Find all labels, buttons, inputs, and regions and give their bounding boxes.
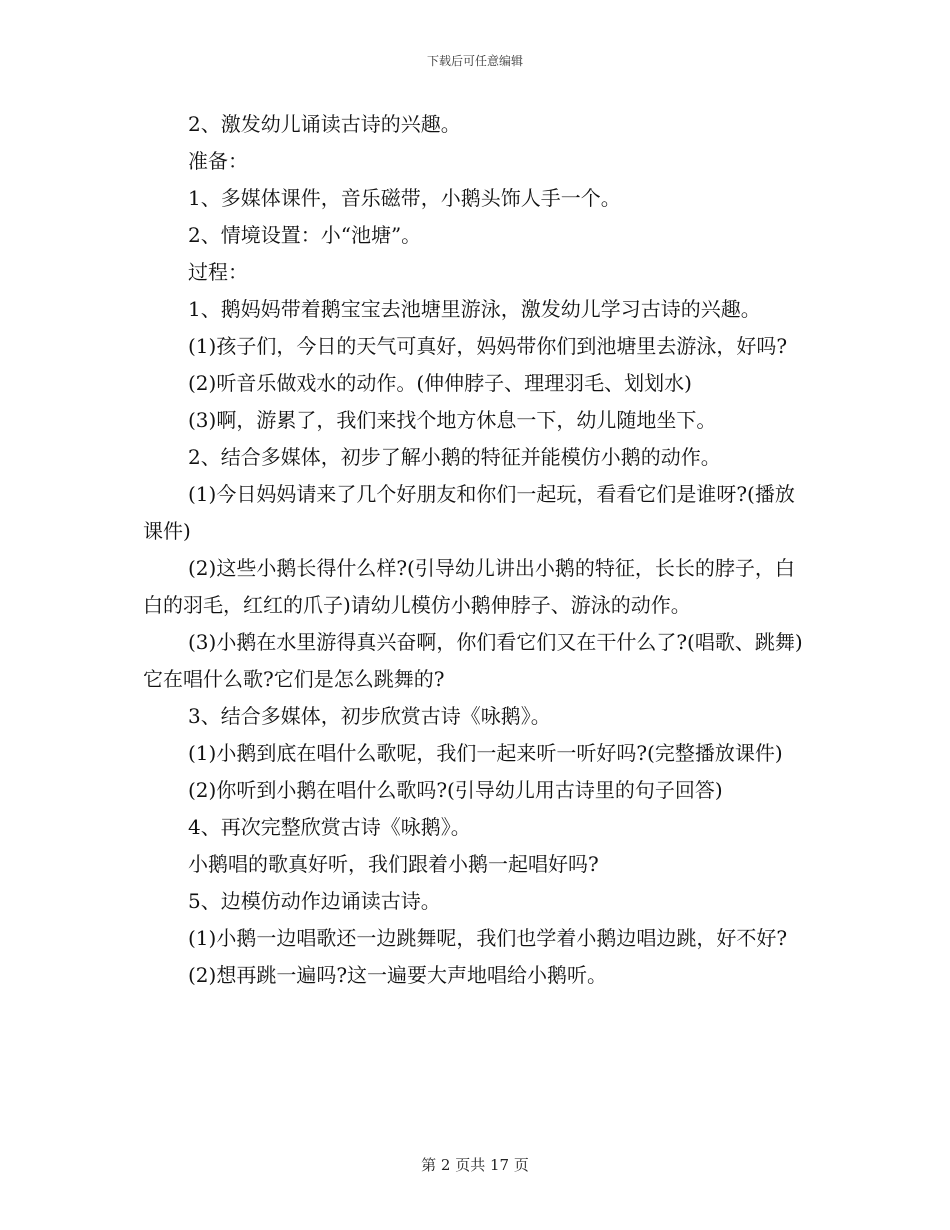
- paragraph: (3)啊，游累了，我们来找个地方休息一下，幼儿随地坐下。: [188, 408, 717, 432]
- paragraph: 5、边模仿动作边诵读古诗。: [188, 889, 441, 913]
- document-body: [143, 106, 813, 994]
- page-footer: 第 2 页共 17 页: [421, 1156, 529, 1174]
- section-heading-preparation: 准备：: [188, 149, 248, 173]
- paragraph: 1、多媒体课件，音乐磁带，小鹅头饰人手一个。: [188, 186, 621, 210]
- paragraph: (2)想再跳一遍吗?这一遍要大声地唱给小鹅听。: [188, 963, 608, 987]
- paragraph: (1)今日妈妈请来了几个好朋友和你们一起玩，看看它们是谁呀?(播放课件): [143, 482, 795, 543]
- paragraph: (2)这些小鹅长得什么样?(引导幼儿讲出小鹅的特征，长长的脖子，白白的羽毛，红红的爪子)请幼儿模仿小鹅伸脖子、游泳的动作。: [143, 556, 795, 617]
- paragraph: (3)小鹅在水里游得真兴奋啊，你们看它们又在干什么了?(唱歌、跳舞)它在唱什么歌?它们是怎么跳舞的?: [143, 630, 803, 691]
- paragraph: 1、鹅妈妈带着鹅宝宝去池塘里游泳，激发幼儿学习古诗的兴趣。: [188, 297, 761, 321]
- paragraph: (2)你听到小鹅在唱什么歌吗?(引导幼儿用古诗里的句子回答): [188, 778, 723, 802]
- paragraph: (1)孩子们，今日的天气可真好，妈妈带你们到池塘里去游泳，好吗?: [188, 334, 788, 358]
- paragraph: (1)小鹅一边唱歌还一边跳舞呢，我们也学着小鹅边唱边跳，好不好?: [188, 926, 788, 950]
- paragraph: 2、激发幼儿诵读古诗的兴趣。: [188, 112, 461, 136]
- paragraph: 3、结合多媒体，初步欣赏古诗《咏鹅》。: [188, 704, 551, 728]
- paragraph: (2)听音乐做戏水的动作。(伸伸脖子、理理羽毛、划划水): [188, 371, 692, 395]
- paragraph: 2、情境设置：小“池塘”。: [188, 223, 422, 247]
- page-header: 下载后可任意编辑: [426, 54, 523, 68]
- paragraph: 小鹅唱的歌真好听，我们跟着小鹅一起唱好吗?: [188, 852, 599, 876]
- paragraph: 4、再次完整欣赏古诗《咏鹅》。: [188, 815, 471, 839]
- section-heading-process: 过程：: [188, 260, 248, 284]
- paragraph: 2、结合多媒体，初步了解小鹅的特征并能模仿小鹅的动作。: [188, 445, 721, 469]
- paragraph: (1)小鹅到底在唱什么歌呢，我们一起来听一听好吗?(完整播放课件): [188, 741, 783, 765]
